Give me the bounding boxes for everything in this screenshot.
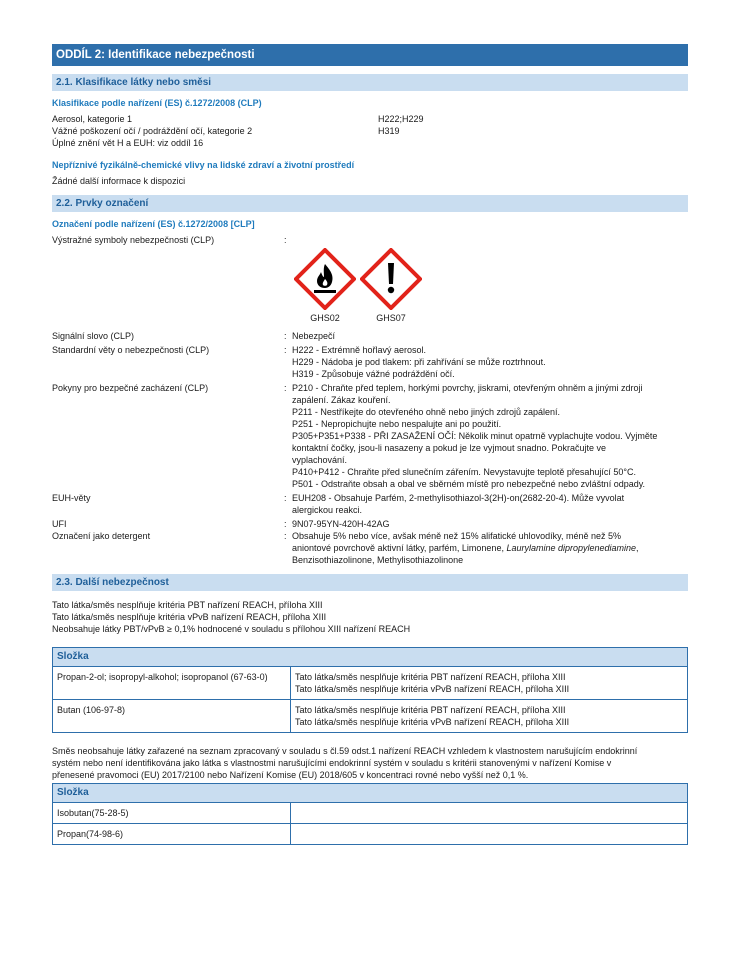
flame-icon <box>294 248 356 310</box>
component-empty-cell <box>291 824 688 845</box>
precautionary-statements-label: Pokyny pro bezpečné zacházení (CLP) <box>52 383 209 393</box>
detergent-text: Obsahuje 5% nebo více, avšak méně než 15% alifatické uhlovodíky, méně než 5% aniontové povrchově aktivní látky, parfém, Limonene, Laurylamine dipropylenediamine, Benzisothiazolinone, Methylisothiazolinone <box>292 531 639 565</box>
table-row <box>53 700 688 733</box>
pbt-statement: Tato látka/směs nesplňuje kritéria vPvB nařízení REACH, příloha XIII <box>52 612 327 622</box>
classification-code: H319 <box>378 126 400 136</box>
table-row <box>53 824 688 845</box>
precautionary-statement: P211 - Nestříkejte do otevřeného ohně nebo jiných zdrojů zapálení. <box>292 407 561 417</box>
signal-word-row: Signální slovo (CLP) : Nebezpečí <box>52 330 688 342</box>
clp-classification-heading: Klasifikace podle nařízení (ES) č.1272/2008 (CLP) <box>52 98 262 108</box>
precautionary-statement: P210 - Chraňte před teplem, horkými povrchy, jiskrami, otevřeným ohněm a jinými zdroji <box>292 383 643 393</box>
classification-row <box>52 113 688 125</box>
precautionary-statement: P501 - Odstraňte obsah a obal ve sběrném místě pro nebezpečné nebo zvláštní odpady. <box>292 479 646 489</box>
table-header: Složka <box>53 648 688 667</box>
euh-statement: EUH208 - Obsahuje Parfém, 2-methylisothiazol-3(2H)-on(2682-20-4). Může vyvolat <box>292 493 625 503</box>
signal-word-value: Nebezpečí <box>292 331 336 341</box>
endocrine-component-table <box>52 783 688 845</box>
precautionary-statements-list <box>292 382 688 490</box>
ufi-row: UFI : 9N07-95YN-420H-42AG <box>52 518 688 530</box>
classification-row <box>52 137 688 149</box>
pbt-statement: Tato látka/směs nesplňuje kritéria PBT nařízení REACH, příloha XIII <box>52 600 323 610</box>
pictogram-code: GHS07 <box>376 313 406 323</box>
table-row <box>53 803 688 824</box>
pictogram-list <box>292 248 688 324</box>
euh-statements-row: EUH-věty : EUH208 - Obsahuje Parfém, 2-methylisothiazol-3(2H)-on(2682-20-4). Může vyvolat alergickou reakci. <box>52 492 688 516</box>
adverse-effects-text: Žádné další informace k dispozici <box>52 176 186 186</box>
subsection-2-1-title: 2.1. Klasifikace látky nebo směsi <box>52 74 688 91</box>
ufi-label: UFI <box>52 519 67 529</box>
precautionary-statement: vyplachování. <box>292 455 348 465</box>
pbt-statements <box>52 599 688 635</box>
euh-statements-label: EUH-věty <box>52 493 91 503</box>
component-assessment: Tato látka/směs nesplňuje kritéria PBT nařízení REACH, příloha XIII Tato látka/směs nesplňuje kritéria vPvB nařízení REACH, příloha XIII <box>291 667 688 700</box>
classification-label: Aerosol, kategorie 1 <box>52 114 133 124</box>
signal-word-label: Signální slovo (CLP) <box>52 331 135 341</box>
pictogram-ghs07 <box>358 248 424 324</box>
section-title: ODDÍL 2: Identifikace nebezpečnosti <box>52 44 688 66</box>
pictograms-label: Výstražné symboly nebezpečnosti (CLP) <box>52 235 215 245</box>
clp-labelling-heading: Označení podle nařízení (ES) č.1272/2008 [CLP] <box>52 219 255 229</box>
precautionary-statement: P305+P351+P338 - PŘI ZASAŽENÍ OČÍ: Několik minut opatrně vyplachujte vodou. Vyjměte <box>292 431 658 441</box>
pbt-component-table <box>52 647 688 733</box>
detergent-row: Označení jako detergent : Obsahuje 5% nebo více, avšak méně než 15% alifatické uhlovodíky, méně než 5% aniontové povrchově aktivní látky, parfém, Limonene, Laurylamine dipropylenediamine, Benzisothiazolinone, Methylisothiazolinone <box>52 530 688 566</box>
pictogram-code: GHS02 <box>310 313 340 323</box>
ufi-value: 9N07-95YN-420H-42AG <box>292 519 390 529</box>
pbt-statement: Neobsahuje látky PBT/vPvB ≥ 0,1% hodnocené v souladu s přílohou XIII nařízení REACH <box>52 624 411 634</box>
detergent-label: Označení jako detergent <box>52 531 151 541</box>
classification-code <box>378 137 688 149</box>
subsection-2-2-title: 2.2. Prvky označení <box>52 195 688 212</box>
precautionary-statement: P251 - Nepropichujte nebo nespalujte ani po použití. <box>292 419 502 429</box>
hazard-statements-label: Standardní věty o nebezpečnosti (CLP) <box>52 345 210 355</box>
classification-label: Vážné poškození očí / podráždění očí, kategorie 2 <box>52 126 253 136</box>
pictogram-ghs02 <box>292 248 358 324</box>
pictograms-row: Výstražné symboly nebezpečnosti (CLP) : <box>52 235 287 245</box>
component-name: Butan (106-97-8) <box>53 700 291 733</box>
precautionary-statement: kontaktní čočky, jsou-li nasazeny a pokud je lze vyjmout snadno. Pokračujte ve <box>292 443 606 453</box>
euh-statements-list <box>292 492 688 516</box>
component-empty-cell <box>291 803 688 824</box>
component-name: Isobutan(75-28-5) <box>53 803 291 824</box>
hazard-statements-list <box>292 344 688 380</box>
component-assessment: Tato látka/směs nesplňuje kritéria PBT nařízení REACH, příloha XIII Tato látka/směs nesplňuje kritéria vPvB nařízení REACH, příloha XIII <box>291 700 688 733</box>
table-header: Složka <box>53 784 688 803</box>
hazard-statement: H319 - Způsobuje vážné podráždění očí. <box>292 369 455 379</box>
classification-list <box>52 113 688 149</box>
classification-code: H222;H229 <box>378 114 424 124</box>
endocrine-statement: Směs neobsahuje látky zařazené na seznam zpracovaný v souladu s čl.59 odst.1 nařízení REACH vzhledem k vlastnostem narušujícím endokrinní systém nebo není identifikována jako látka s vlastnostmi narušujícími endokrinní systém v souladu s kritérii stanovenými v nařízení Komise v přenesené pravomoci (EU) 2017/2100 nebo Nařízení Komise (EU) 2018/605 v koncentraci rovné nebo vyšší než 0,1 %. <box>52 746 638 780</box>
subsection-2-3-title: 2.3. Další nebezpečnost <box>52 574 688 591</box>
classification-row <box>52 125 688 137</box>
precautionary-statement: P410+P412 - Chraňte před slunečním zářením. Nevystavujte teplotě přesahující 50°C. <box>292 467 637 477</box>
precautionary-statement: zapálení. Zákaz kouření. <box>292 395 391 405</box>
exclamation-icon <box>360 248 422 310</box>
euh-statement: alergickou reakci. <box>292 505 363 515</box>
hazard-statements-row: Standardní věty o nebezpečnosti (CLP) : H222 - Extrémně hořlavý aerosol. H229 - Nádoba je pod tlakem: při zahřívání se může roztrhnout. H319 - Způsobuje vážné podráždění očí. <box>52 344 688 380</box>
adverse-effects-heading: Nepříznivé fyzikálně-chemické vlivy na lidské zdraví a životní prostředí <box>52 160 355 170</box>
component-name: Propan-2-ol; isopropyl-alkohol; isopropanol (67-63-0) <box>53 667 291 700</box>
precautionary-statements-row: Pokyny pro bezpečné zacházení (CLP) : P210 - Chraňte před teplem, horkými povrchy, jiskrami, otevřeným ohněm a jinými zdroji zapálení. Zákaz kouření. P211 - Nestříkejte do otevřeného ohně nebo jiných zdrojů zapálení. P251 - Nepropichujte nebo nespalujte ani po použití. P305+P351+P338 - PŘI ZASAŽENÍ OČÍ: Několik minut opatrně vyplachujte vodou. Vyjměte kontaktní čočky, jsou-li nasazeny a pokud je lze vyjmout snadno. Pokračujte ve vyplachování. P410+P412 - Chraňte před slunečním zářením. Nevystavujte teplotě přesahující 50°C. P501 - Odstraňte obsah a obal ve sběrném místě pro nebezpečné nebo zvláštní odpady. <box>52 382 688 490</box>
hazard-statement: H222 - Extrémně hořlavý aerosol. <box>292 345 427 355</box>
table-row <box>53 667 688 700</box>
classification-label: Úplné znění vět H a EUH: viz oddíl 16 <box>52 138 204 148</box>
hazard-statement: H229 - Nádoba je pod tlakem: při zahřívání se může roztrhnout. <box>292 357 546 367</box>
component-name: Propan(74-98-6) <box>53 824 291 845</box>
sds-section-2 <box>52 44 688 845</box>
